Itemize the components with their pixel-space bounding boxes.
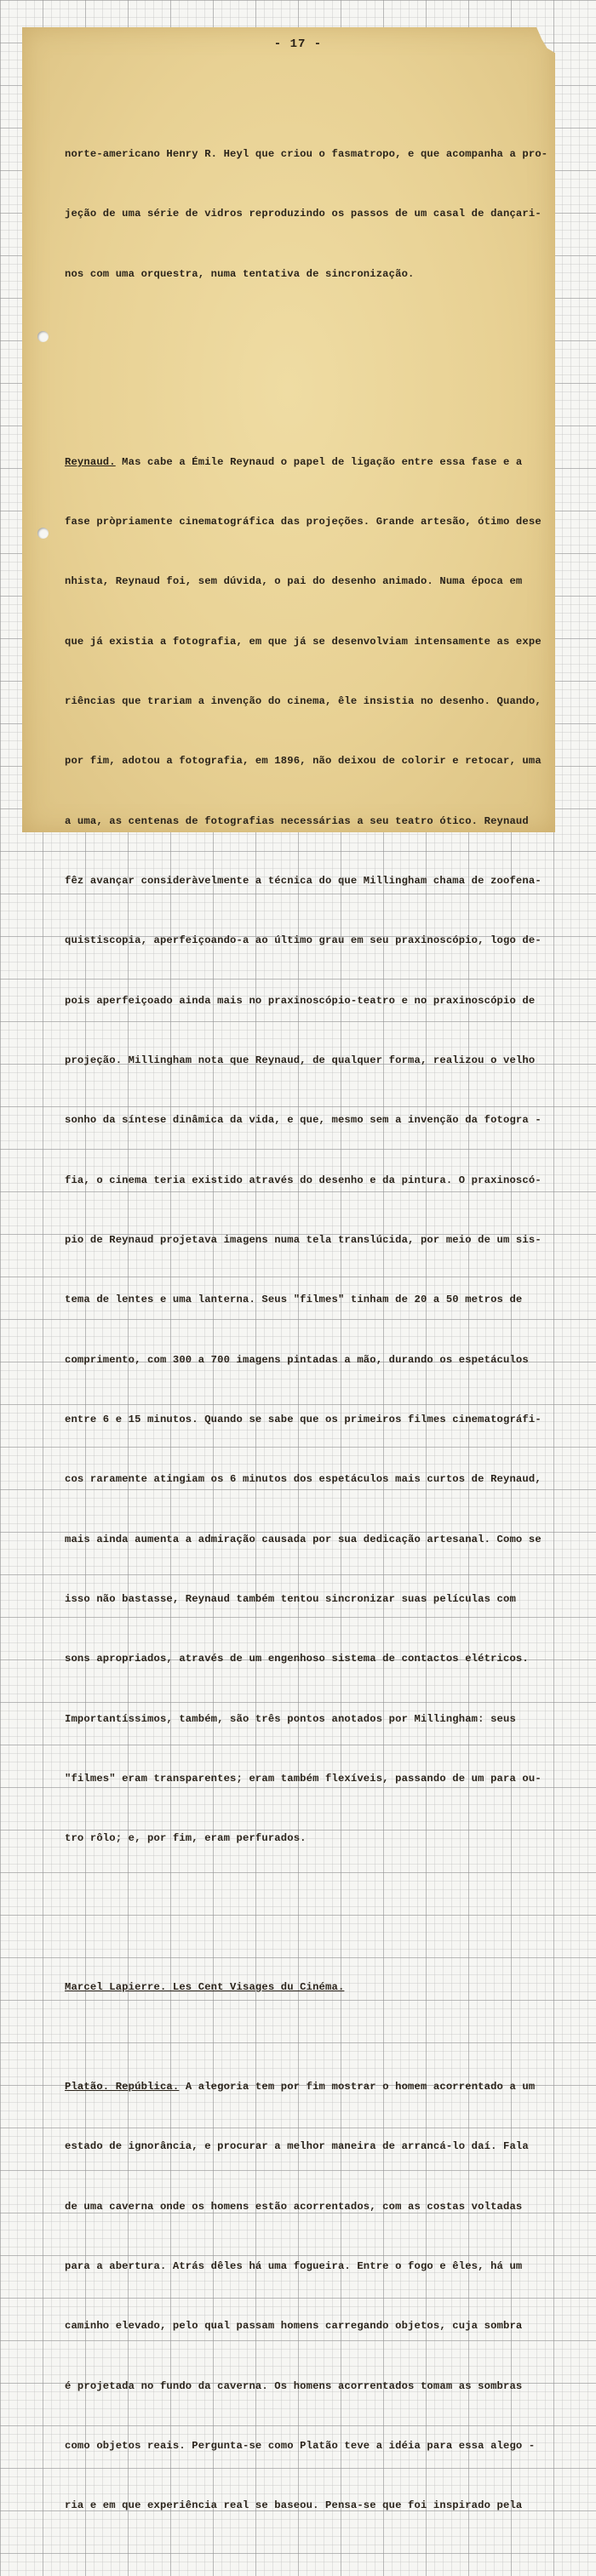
text-line: caminho elevado, pelo qual passam homens carregando objetos, cuja sombra <box>65 2320 523 2333</box>
text-line: riências que trariam a invenção do cinema, êle insistia no desenho. Quando, <box>65 694 542 707</box>
text-line: pois aperfeiçoado ainda mais no praxinoscópio-teatro e no praxinoscópio de <box>65 994 536 1007</box>
text-line: projeção. Millingham nota que Reynaud, de qualquer forma, realizou o velho <box>65 1054 536 1066</box>
text-line: entre 6 e 15 minutos. Quando se sabe que os primeiros filmes cinematográfi- <box>65 1414 542 1426</box>
text-line: ria e em que experiência real se baseou. Pensa-se que foi inspirado pela <box>65 2499 523 2512</box>
text-line: pio de Reynaud projetava imagens numa tela translúcida, por meio de um sis- <box>65 1234 542 1247</box>
text-line: mais ainda aumenta a admiração causada por sua dedicação artesanal. Como se <box>65 1533 542 1545</box>
text-line: Reynaud. Mas cabe a Émile Reynaud o papel de ligação entre essa fase e a <box>65 455 523 468</box>
text-line: fase pròpriamente cinematográfica das projeções. Grande artesão, ótimo dese <box>65 515 542 528</box>
text-line: nos com uma orquestra, numa tentativa de sincronização. <box>65 267 415 280</box>
text-line: Importantíssimos, também, são três pontos anotados por Millingham: seus <box>65 1712 516 1725</box>
page-body <box>65 65 548 2576</box>
text-line: isso não bastasse, Reynaud também tentou sincronizar suas películas com <box>65 1593 516 1606</box>
section-heading-lapierre: Marcel Lapierre. Les Cent Visages du Cinéma. <box>65 1980 345 1993</box>
text-line: cos raramente atingiam os 6 minutos dos espetáculos mais curtos de Reynaud, <box>65 1473 542 1486</box>
heading-platao: Platão. República. <box>65 2080 180 2093</box>
text-line: sonho da síntese dinâmica da vida, e que, mesmo sem a invenção da fotogra - <box>65 1114 542 1127</box>
text-line: Platão. República. A alegoria tem por fim mostrar o homem acorrentado a um <box>65 2080 536 2093</box>
text-line: fia, o cinema teria existido através do desenho e da pintura. O praxinoscó- <box>65 1174 542 1186</box>
text-line: nhista, Reynaud foi, sem dúvida, o pai do desenho animado. Numa época em <box>65 575 523 588</box>
text-line: fêz avançar consideràvelmente a técnica do que Millingham chama de zoofena- <box>65 874 542 887</box>
text-line: comprimento, com 300 a 700 imagens pintadas a mão, durando os espetáculos <box>65 1353 529 1366</box>
text-line: que já existia a fotografia, em que já se desenvolviam intensamente as expe <box>65 635 542 648</box>
text-line: tema de lentes e uma lanterna. Seus "filmes" tinham de 20 a 50 metros de <box>65 1294 523 1306</box>
text-line: é projetada no fundo da caverna. Os homens acorrentados tomam as sombras <box>65 2379 523 2392</box>
page-number: - 17 - <box>273 37 323 51</box>
text-line: jeção de uma série de vidros reproduzindo os passos de um casal de dançari- <box>65 208 542 220</box>
text-line: para a abertura. Atrás dêles há uma fogueira. Entre o fogo e êles, há um <box>65 2259 523 2272</box>
binder-hole-upper <box>37 331 49 342</box>
text-line: de uma caverna onde os homens estão acorrentados, com as costas voltadas <box>65 2200 523 2213</box>
paragraph-reynaud <box>65 413 542 1889</box>
text-line: norte-americano Henry R. Heyl que criou o fasmatropo, e que acompanha a pro- <box>65 147 548 160</box>
text-line: tro rôlo; e, por fim, eram perfurados. <box>65 1832 307 1845</box>
text-line: como objetos reais. Pergunta-se como Platão teve a idéia para essa alego - <box>65 2439 536 2452</box>
text-line: quistiscopia, aperfeiçoando-a ao último grau em seu praxinoscópio, logo de- <box>65 934 542 947</box>
paragraph-platao <box>65 2037 536 2556</box>
text-line: "filmes" eram transparentes; eram também flexíveis, passando de um para ou- <box>65 1773 542 1785</box>
paragraph-1 <box>65 105 548 324</box>
text-line: sons apropriados, através de um engenhoso sistema de contactos elétricos. <box>65 1653 529 1665</box>
text-line: por fim, adotou a fotografia, em 1896, não deixou de colorir e retocar, uma <box>65 755 542 768</box>
text-line: estado de ignorância, e procurar a melhor maneira de arrancá-lo daí. Fala <box>65 2140 529 2153</box>
binder-hole-lower <box>37 528 49 539</box>
text-line: a uma, as centenas de fotografias necessárias a seu teatro ótico. Reynaud <box>65 814 529 827</box>
heading-reynaud: Reynaud. <box>65 455 116 468</box>
